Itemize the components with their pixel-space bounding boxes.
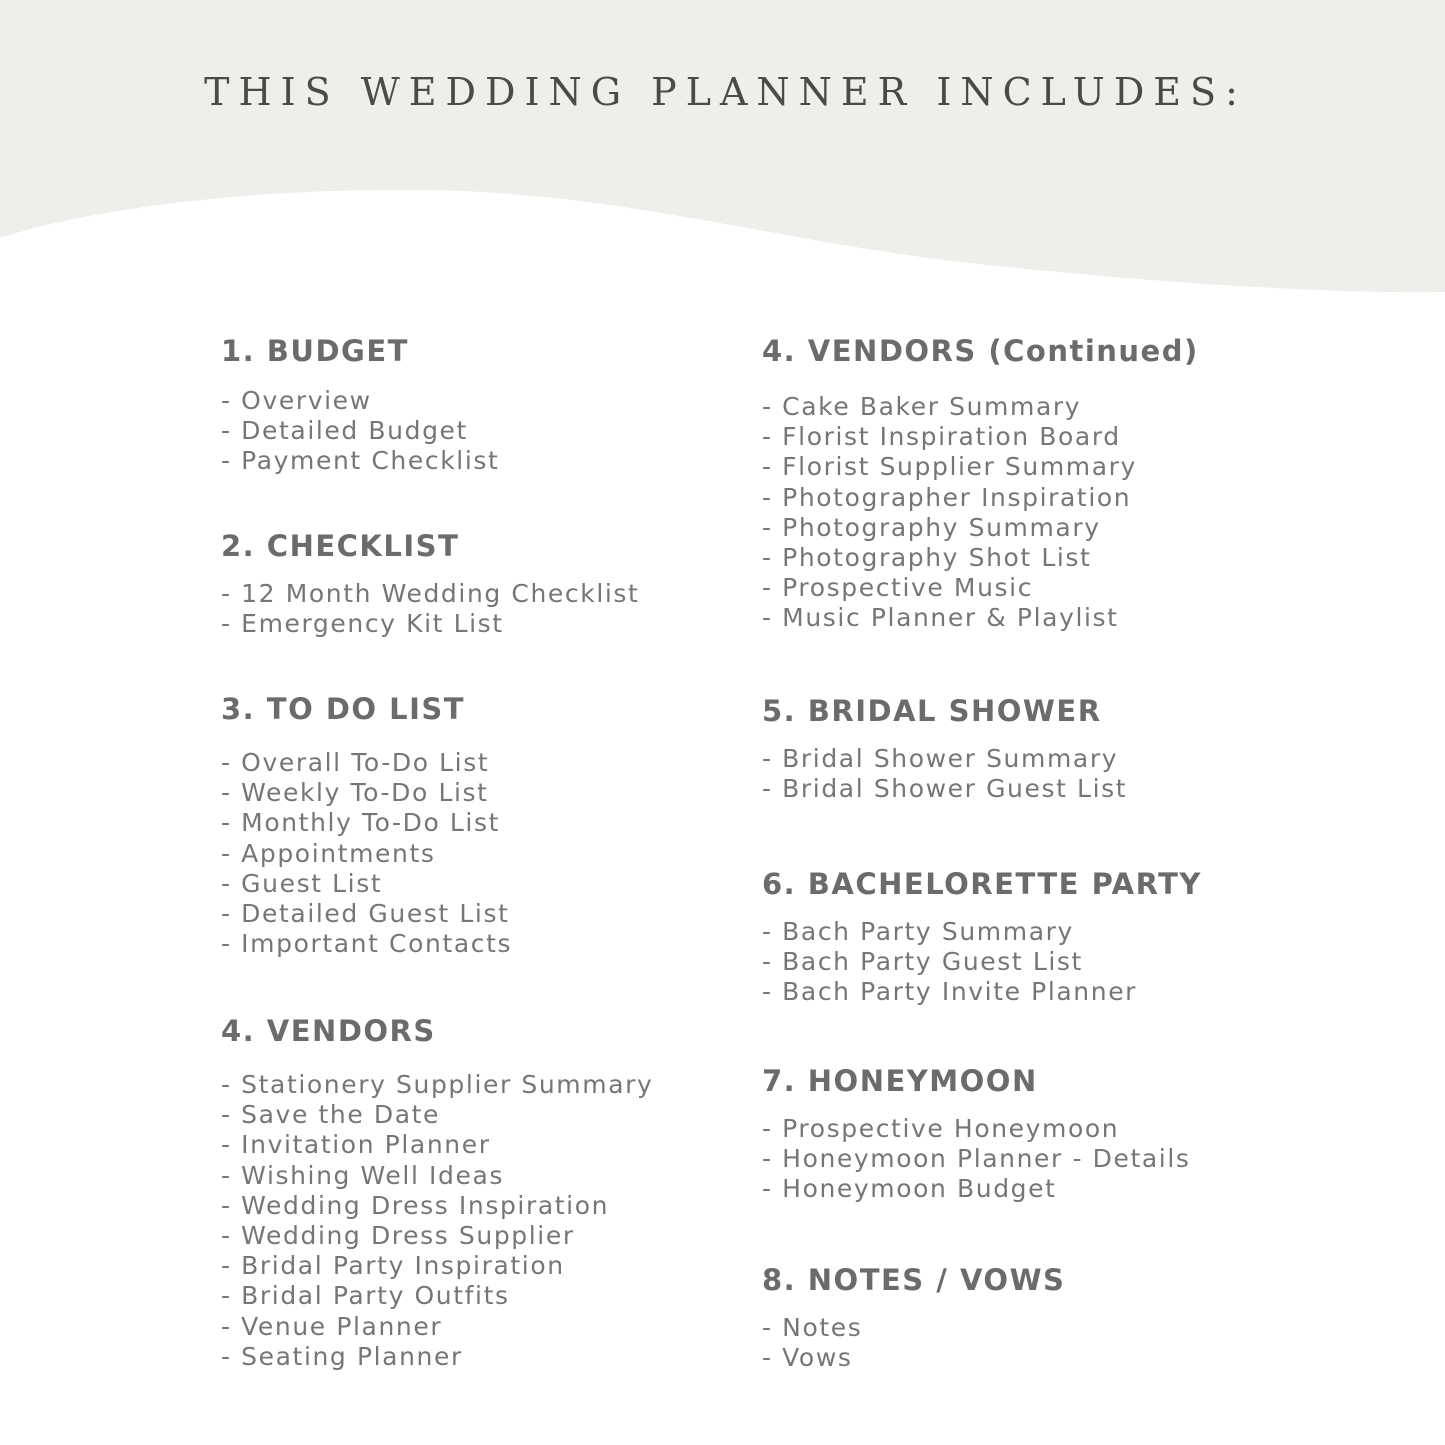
list-item: - Photography Shot List — [762, 543, 1092, 573]
list-item: - Bridal Party Outfits — [221, 1281, 510, 1311]
list-item: - Guest List — [221, 868, 383, 898]
item-list — [221, 386, 499, 477]
section-heading: 5. BRIDAL SHOWER — [762, 694, 1102, 728]
list-item: - Invitation Planner — [221, 1130, 491, 1160]
list-item: - Emergency Kit List — [221, 609, 504, 639]
item-list — [762, 917, 1202, 1008]
list-item: - Overall To-Do List — [221, 748, 490, 777]
section-heading: 1. BUDGET — [221, 334, 409, 368]
list-item: - 12 Month Wedding Checklist — [221, 579, 640, 608]
list-item: - Overview — [221, 386, 372, 415]
list-item: - Important Contacts — [221, 929, 513, 959]
section-heading: 7. HONEYMOON — [762, 1064, 1038, 1098]
list-item: - Bach Party Guest List — [762, 947, 1083, 977]
header-background — [0, 0, 1445, 300]
list-item: - Detailed Guest List — [221, 899, 510, 929]
list-item: - Florist Inspiration Board — [762, 422, 1121, 452]
item-list — [762, 744, 1127, 804]
list-item: - Wedding Dress Inspiration — [221, 1190, 610, 1220]
list-item: - Florist Supplier Summary — [762, 452, 1137, 482]
list-item: - Cake Baker Summary — [762, 392, 1082, 421]
list-item: - Weekly To-Do List — [221, 778, 489, 808]
list-item: - Bach Party Summary — [762, 917, 1074, 946]
section-heading: 8. NOTES / VOWS — [762, 1263, 1066, 1297]
item-list — [762, 1114, 1191, 1205]
list-item: - Photography Summary — [762, 512, 1101, 542]
section-heading: 4. VENDORS — [221, 1014, 436, 1048]
list-item: - Wedding Dress Supplier — [221, 1221, 575, 1251]
item-list — [221, 1070, 653, 1372]
list-item: - Honeymoon Planner - Details — [762, 1144, 1191, 1174]
section-bachelorette-party — [762, 867, 1202, 1008]
list-item: - Venue Planner — [221, 1311, 443, 1341]
section-notes-vows — [762, 1263, 1065, 1373]
list-item: - Bridal Shower Guest List — [762, 774, 1128, 804]
section-heading: 6. BACHELORETTE PARTY — [762, 867, 1202, 901]
item-list — [221, 579, 639, 639]
list-item: - Vows — [762, 1343, 853, 1373]
list-item: - Stationery Supplier Summary — [221, 1070, 654, 1099]
item-list — [762, 392, 1199, 634]
list-item: - Bridal Shower Summary — [762, 744, 1119, 773]
section-heading: 3. TO DO LIST — [221, 692, 466, 726]
list-item: - Payment Checklist — [221, 446, 500, 476]
list-item: - Music Planner & Playlist — [762, 603, 1119, 633]
list-item: - Photographer Inspiration — [762, 482, 1132, 512]
list-item: - Bach Party Invite Planner — [762, 977, 1138, 1007]
item-list — [762, 1313, 1065, 1373]
list-item: - Appointments — [221, 838, 436, 868]
section-vendors-continued — [762, 334, 1199, 634]
list-item: - Prospective Music — [762, 573, 1034, 603]
section-honeymoon — [762, 1064, 1191, 1205]
list-item: - Detailed Budget — [221, 416, 468, 446]
list-item: - Seating Planner — [221, 1341, 463, 1371]
section-to-do-list — [221, 692, 512, 959]
list-item: - Wishing Well Ideas — [221, 1160, 505, 1190]
section-budget — [221, 334, 499, 477]
section-heading: 4. VENDORS (Continued) — [762, 334, 1199, 368]
list-item: - Monthly To-Do List — [221, 808, 501, 838]
item-list — [221, 748, 512, 959]
list-item: - Bridal Party Inspiration — [221, 1251, 565, 1281]
section-heading: 2. CHECKLIST — [221, 529, 460, 563]
list-item: - Notes — [762, 1313, 863, 1342]
page-title: THIS WEDDING PLANNER INCLUDES: — [204, 70, 1247, 114]
section-vendors — [221, 1014, 653, 1372]
section-bridal-shower — [762, 694, 1127, 804]
list-item: - Prospective Honeymoon — [762, 1114, 1120, 1143]
header-wave-shape — [0, 0, 1445, 292]
section-checklist — [221, 529, 639, 639]
list-item: - Honeymoon Budget — [762, 1174, 1057, 1204]
list-item: - Save the Date — [221, 1100, 441, 1130]
